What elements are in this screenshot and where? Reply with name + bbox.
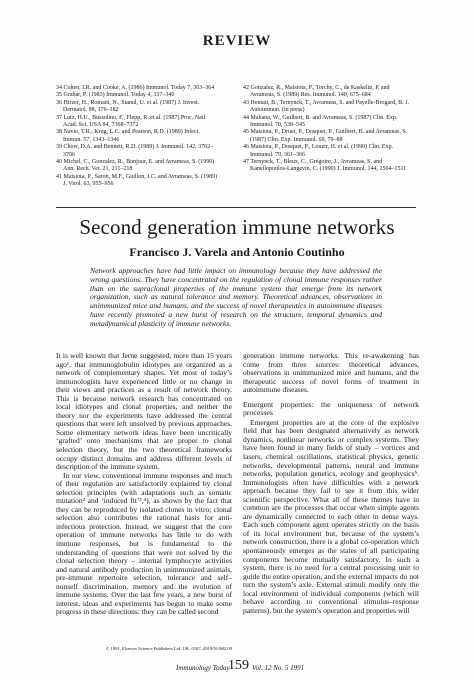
body-paragraph: Emergent properties are at the core of the explosive field that has been designated alternatively as network dynamics, nonlinear networks or complex systems. They have been found in many fields of study – vortices and lasers, chemical oscillations, statistical physics, genetic networks, developmental patterns, neural and immune networks, population genetics, ecology and geophysics⁵. Immunologists often have difficulties with a network approach because they fail to see it from this wider scientific perspective. What all of these themes have in common are the processes that occur when simple agents are dynamically connected to each other in dense ways. Each such component agent operates strictly on the basis of its local environment but, because of the system’s network construction, there is a global co-operation which spontaneously emerges as the states of all participating components become mutually satisfactory. In such a system, there is no need for a central processing unit to guide the entire operation, and the external impacts do not turn the system’s axle. External stimuli modify only the local environment of individual components (which will behave according to conventional stimulus–response patterns), but the system’s operation and properties will	[243, 417, 419, 615]
reference-item: 47 Ternynck, T., Bleux, C., Grégoire, J., Avrameas, S. and Kanellopoulos-Langevin, C. (1990) J. Immunol. 144, 1504–1511	[243, 159, 407, 173]
reference-item: 46 Matsiota, P., Dosquet, P., Louzir, H. et al. (1990) Clin. Exp. Immunol. 79, 361–366	[243, 144, 394, 158]
reference-item: 36 Hirzer, H., Romani, N., Stanul, U. et al. (1987) J. Invest. Dermatol. 88, 176–182	[56, 99, 200, 114]
reference-item: 44 Mahana, W., Guilbert, B. and Avrameas, S. (1987) Clin. Exp. Immunol. 70, 538–545	[243, 114, 398, 129]
references-left	[56, 85, 218, 189]
journal-name: Immunology Today	[176, 664, 230, 672]
journal-issue: Vol. 12 No. 5 1991	[252, 664, 305, 672]
reference-item: 45 Matsiota, P., Druet, P., Dosquet, P., Guilbert, B. and Avrameas, S. (1987) Clin. Exp. Immunol. 69, 79–88	[243, 129, 408, 143]
section-heading: Emergent properties: the uniqueness of network processes	[243, 399, 419, 418]
article-authors: Francisco J. Varela and Antonio Coutinho	[129, 245, 345, 259]
body-paragraph: It is well known that Jerne suggested, more than 15 years ago¹, that immunoglobulin idiotypes are organized as a network of complementary shapes. Yet most of today’s immunologists have experienced little or no change in their views and practices as a result of network theory. This is because network research has concentrated on local idiotypes and clonal properties, and neither the theory nor the experiments have addressed the central questions that were left unsolved by previous approaches. Some elementary network ideas have been uncritically ‘grafted’ onto mechanisms that are proper to clonal selection theory, but the two theoretical frameworks occupy distinct domains and address different levels of description of the immune system.	[56, 351, 232, 472]
reference-item: 37 Lutz, H.U., Bussolino, F., Flepp, R. et al. (1987) Proc. Natl Acad. Sci. USA 84, 7368–7372	[56, 114, 206, 129]
section-header: REVIEW	[202, 33, 272, 49]
page-number: 159	[228, 658, 249, 673]
body-paragraph: generation immune networks. This re-awakening has come from three sources: theoretical advances, observations in unimmunized mice and humans, and the therapeutic success of novel forms of treatment in autoimmune diseases.	[243, 351, 419, 395]
body-paragraph: In our view, conventional immune responses and much of their regulation are satisfactorily explained by clonal selection principles (with adaptations such as somatic mutation² and ‘induced fit’³,⁴), as shown by the fact that they can be reproduced by isolated clones in vitro; clonal selection also contributes the rational basis for anti-infectious protection. Instead, we suggest that the core operation of immune networks has little to do with immune responses, but is fundamental to the understanding of questions that were not solved by the clonal selection theory – internal lymphocyte activities and natural antibody production in unimmunized animals, pre-immune repertoire selection, tolerance and self–nonself discrimination, memory and the evolution of immune systems. Over the last few years, a new burst of interest, ideas and experiments has begun to make some progress in these directions: they can be called second	[56, 470, 232, 617]
reference-item: 42 Gonzalez, R., Matsiota, P., Torchy, C., de Kaskelin, P. and Avrameas, S. (1989) Res. Immunol. 140, 675–684	[243, 85, 390, 99]
reference-item: 35 Grabar, P. (1983) Immunol. Today 4, 337–340	[56, 92, 175, 99]
body-column-left	[56, 352, 232, 617]
divider-rule	[56, 207, 416, 208]
article-abstract: Network approaches have had little impact on immunology because they have addressed the wrong questions. They have concentrated on the regulation of clonal immune responses rather than on the supraclonal properties of the immune system that emerge from its network organization, such as natural tolerance and memory. Theoretical advances, observations in unimmunized mice and humans, and the success of novel therapeutics in autoimmune diseases have recently promoted a new burst of research on the structure, temporal dynamics and metadynamical plasticity of immune networks.	[90, 266, 382, 328]
reference-item: 40 Michel, C., Gonzalez, R., Bonjour, E. and Avrameas, S. (1990) Ann. Rech. Vet. 21, 211–218	[56, 159, 215, 173]
references-right	[243, 85, 411, 174]
body-column-right	[243, 352, 419, 615]
reference-item: 38 Navio, T.R., Krug, L.C. and Pearson, R.D. (1989) Infect. Immun. 57, 1343–1346	[56, 129, 200, 143]
reference-item: 34 Cohen, I.R. and Cooke, A. (1986) Immunol. Today 7, 363–364	[56, 85, 215, 91]
reference-item: 41 Matsiota, P., Saron, M.F., Guillon, J.C. and Avrameas, S. (1989) J. Virol. 63, 955–956	[56, 173, 218, 188]
reference-item: 39 Chow, D.A. and Bennett, R.D. (1989) J. Immunol. 142, 3702–3706	[56, 144, 214, 158]
article-title: Second generation immune networks	[79, 215, 395, 239]
reference-item: 43 Hentati, B., Ternynck, T., Avrameas, S. and Payelle-Brogard, B. J. Autoimmun. (in press)	[243, 99, 409, 114]
copyright-notice: © 1991, Elsevier Science Publishers Ltd, UK. 0167–4919/91/$02.00	[105, 646, 232, 651]
